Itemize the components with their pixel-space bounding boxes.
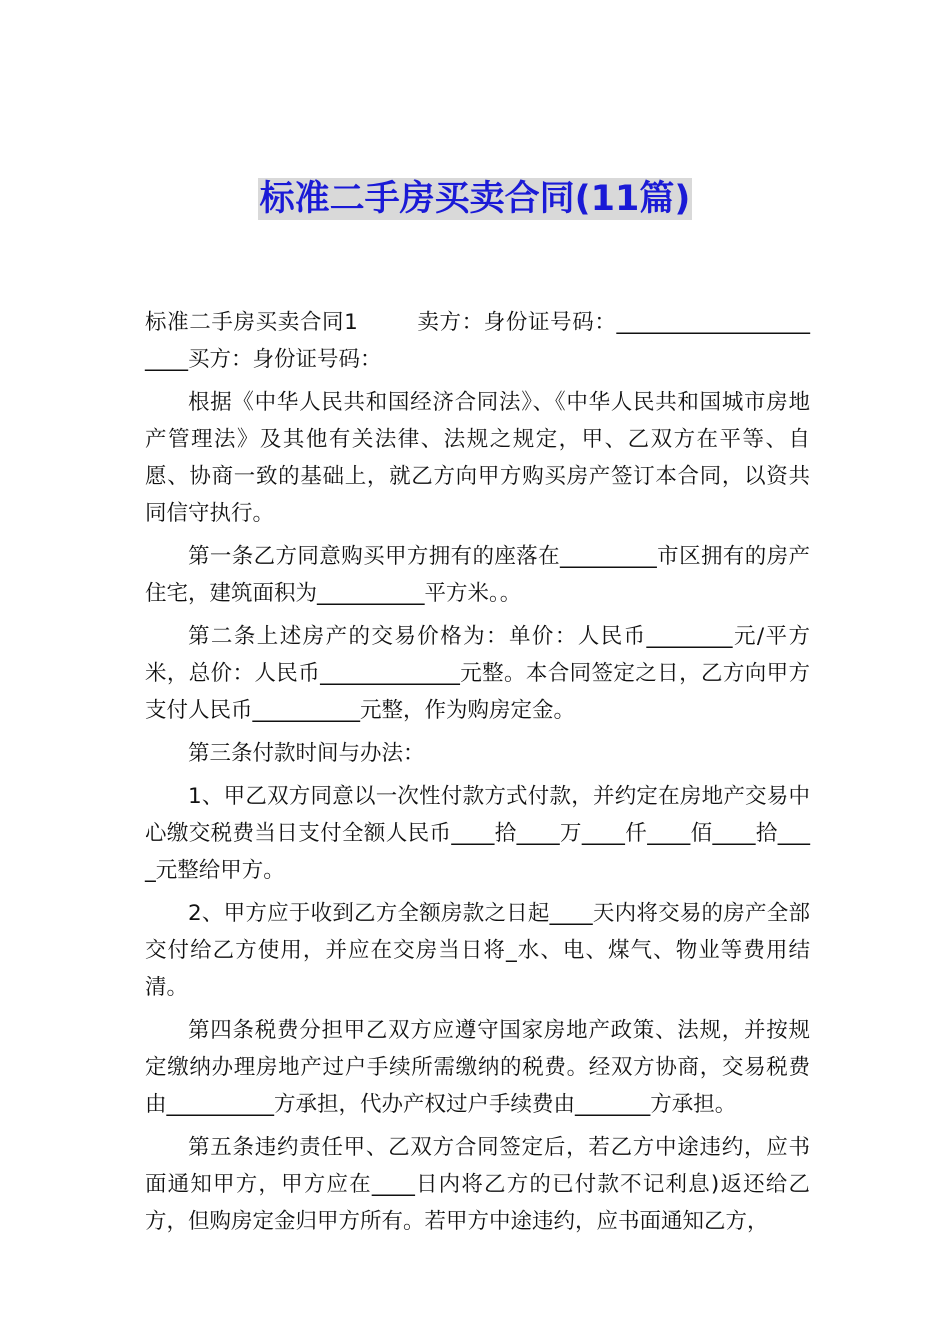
paragraph-article-5: 第五条违约责任甲、乙双方合同签定后，若乙方中途违约，应书面通知甲方，甲方应在____日内将乙方的已付款不记利息)返还给乙方，但购房定金归甲方所有。若甲方中途违约，应书面通知乙方， bbox=[145, 1135, 810, 1234]
paragraph-article-4: 第四条税费分担甲乙双方应遵守国家房地产政策、法规，并按规定缴纳办理房地产过户手续所需缴纳的税费。经双方协商，交易税费由__________方承担，代办产权过户手续费由_______方承担。 bbox=[145, 1018, 810, 1117]
paragraph-article-3-item-1: 1、甲乙双方同意以一次性付款方式付款，并约定在房地产交易中心缴交税费当日支付全额人民币____拾____万____仟____佰____拾____元整给甲方。 bbox=[145, 784, 810, 883]
paragraph-header: 标准二手房买卖合同1 卖方：身份证号码：__________________ ____买方：身份证号码： bbox=[145, 310, 817, 372]
paragraph-article-3-item-2: 2、甲方应于收到乙方全额房款之日起____天内将交易的房产全部交付给乙方使用，并应在交房当日将_水、电、煤气、物业等费用结清。 bbox=[145, 901, 810, 1000]
title-block bbox=[0, 178, 950, 220]
paragraph-article-2: 第二条上述房产的交易价格为：单价：人民币________元/平方米，总价：人民币_____________元整。本合同签定之日，乙方向甲方支付人民币__________元整，作为购房定金。 bbox=[145, 624, 810, 723]
paragraph-article-3: 第三条付款时间与办法： bbox=[188, 741, 425, 766]
document-title: 标准二手房买卖合同(11篇) bbox=[259, 179, 691, 219]
paragraph-preamble: 根据《中华人民共和国经济合同法》、《中华人民共和国城市房地产管理法》及其他有关法律、法规之规定，甲、乙双方在平等、自愿、协商一致的基础上，就乙方向甲方购买房产签订本合同，以资共同信守执行。 bbox=[145, 390, 810, 526]
paragraph-article-1: 第一条乙方同意购买甲方拥有的座落在_________市区拥有的房产住宅，建筑面积为__________平方米。。 bbox=[145, 544, 810, 606]
document-body bbox=[145, 304, 817, 1240]
